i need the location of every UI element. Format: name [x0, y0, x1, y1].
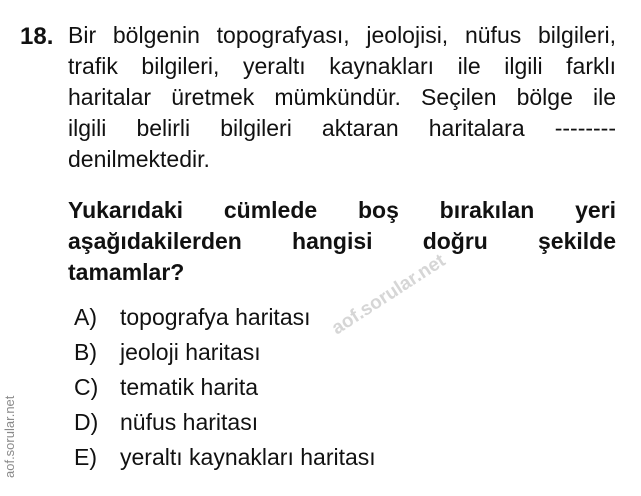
option-a[interactable]: [74, 300, 376, 335]
option-letter: D): [74, 409, 99, 435]
question-stem: [68, 20, 616, 175]
answer-options: [74, 300, 376, 475]
question-number: 18.: [20, 23, 54, 50]
watermark-diagonal: aof.sorular.net: [328, 250, 450, 340]
option-letter: C): [74, 374, 99, 400]
watermark-vertical: aof.sorular.net: [2, 395, 17, 478]
stem-line: Bir bölgenin topografyası, jeolojisi, nüfus bilgileri,: [68, 22, 616, 48]
option-letter: A): [74, 304, 97, 330]
option-text: jeoloji haritası: [120, 339, 261, 365]
option-text: tematik harita: [120, 374, 259, 400]
stem-line: haritalar üretmek mümkündür. Seçilen bölge ile: [68, 84, 616, 110]
option-text: topografya haritası: [120, 304, 311, 330]
option-text: nüfus haritası: [120, 409, 259, 435]
option-b[interactable]: [74, 335, 376, 370]
option-letter: B): [74, 339, 97, 365]
prompt-line: aşağıdakilerden hangisi doğru şekilde: [68, 228, 616, 254]
prompt-line: tamamlar?: [68, 259, 185, 285]
question-prompt: [68, 195, 616, 288]
option-d[interactable]: [74, 405, 376, 440]
prompt-line: Yukarıdaki cümlede boş bırakılan yeri: [68, 197, 616, 223]
option-e[interactable]: [74, 440, 376, 475]
option-c[interactable]: [74, 370, 376, 405]
stem-line: trafik bilgileri, yeraltı kaynakları ile ilgili farklı: [68, 53, 616, 79]
stem-line: ilgili belirli bilgileri aktaran haritalara --------: [68, 115, 616, 141]
option-text: yeraltı kaynakları haritası: [120, 444, 376, 470]
stem-line: denilmektedir.: [68, 146, 210, 172]
option-letter: E): [74, 444, 97, 470]
